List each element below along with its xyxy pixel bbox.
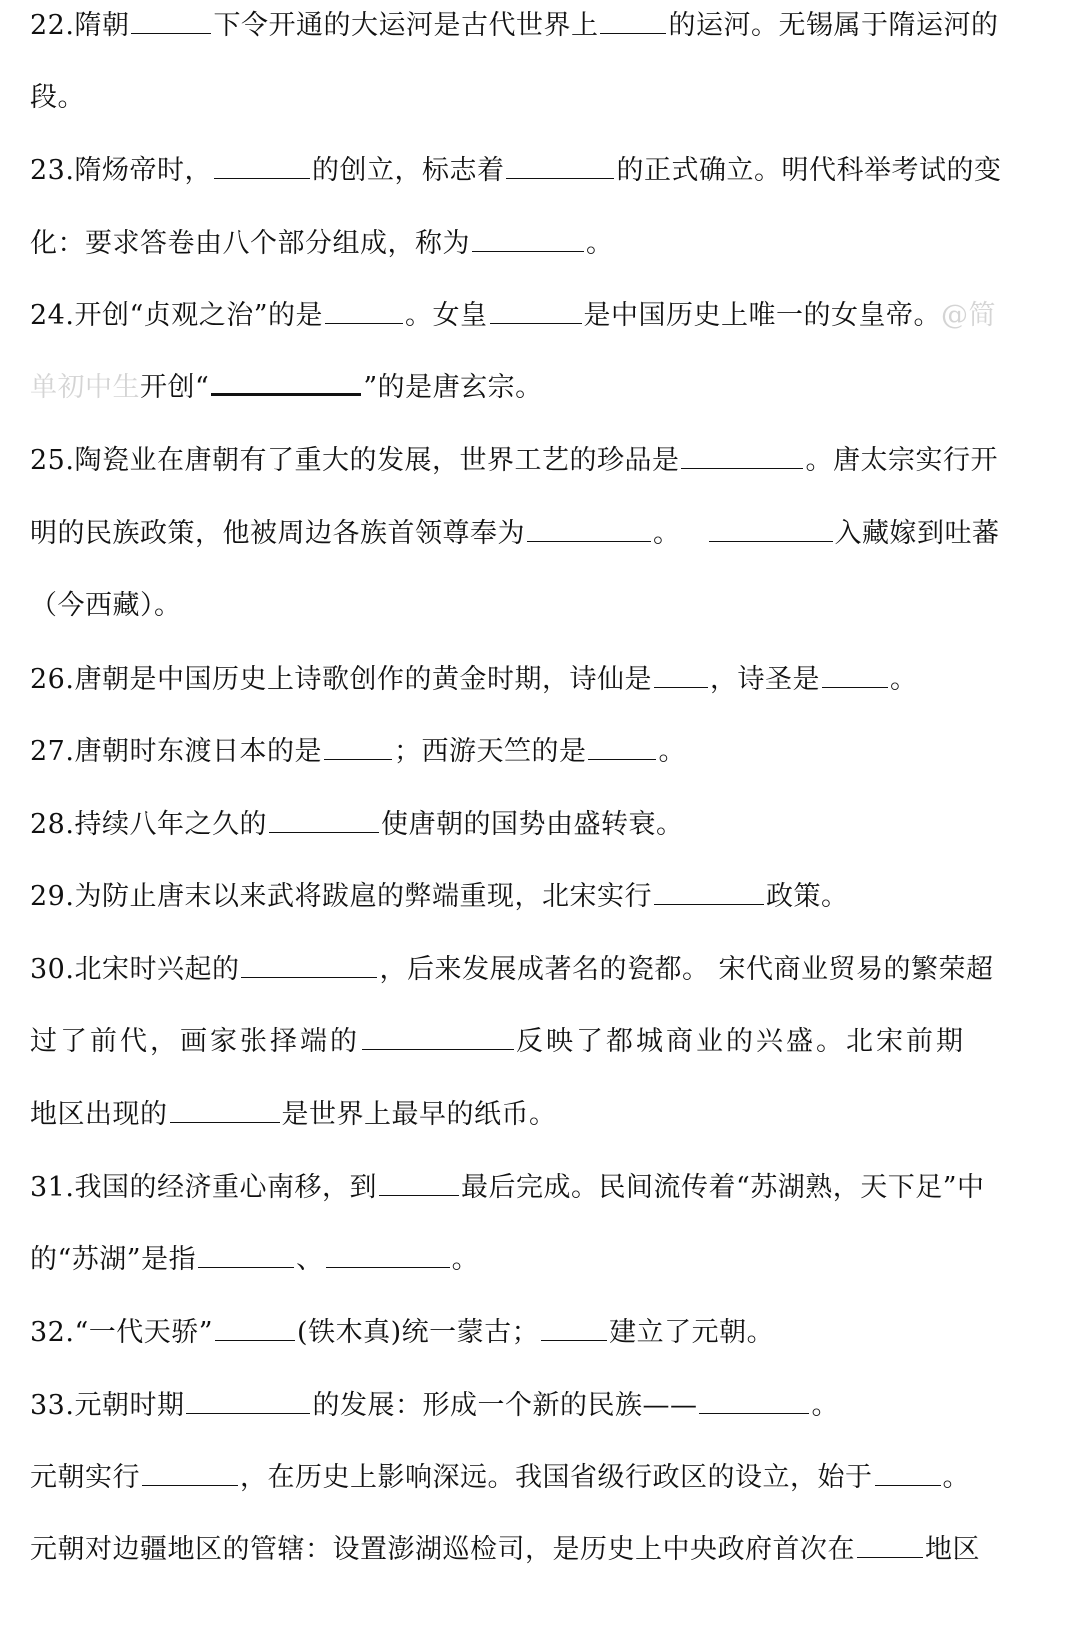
- q33-text-7: 元朝对边疆地区的管辖：设置澎湖巡检司，是历史上中央政府首次在: [30, 1534, 855, 1565]
- q22-text-1: 22.隋朝: [30, 10, 130, 41]
- q32-text-1: 32.“一代天骄”: [30, 1317, 214, 1348]
- q30-text-6: 是世界上最早的纸币。: [281, 1099, 557, 1130]
- q23-line-2: [30, 224, 1058, 264]
- q23-blank-3[interactable]: [472, 227, 584, 252]
- q33-blank-5[interactable]: [857, 1533, 923, 1558]
- q30-line-2: [30, 1022, 1058, 1062]
- q27-blank-2[interactable]: [588, 735, 656, 760]
- q24-blank-1[interactable]: [325, 299, 403, 324]
- q33-text-2: 的发展：形成一个新的民族——: [312, 1390, 698, 1421]
- q31-blank-3[interactable]: [326, 1243, 450, 1268]
- q30-text-5: 地区出现的: [30, 1099, 168, 1130]
- q24-line-2: [30, 368, 1058, 408]
- q23-blank-2[interactable]: [506, 154, 614, 179]
- q22-text-4: 段。: [30, 82, 85, 113]
- q33-text-5: ，在历史上影响深远。我国省级行政区的设立，始于: [240, 1462, 873, 1493]
- watermark-text-1: @简: [941, 300, 997, 331]
- q26-text-3: 。: [889, 664, 918, 695]
- q27-text-3: 。: [658, 736, 686, 767]
- q31-blank-1[interactable]: [379, 1171, 459, 1196]
- q30-text-1: 30.北宋时兴起的: [30, 954, 240, 985]
- q25-line-3: [30, 586, 1058, 626]
- q25-blank-1[interactable]: [681, 444, 803, 469]
- q33-blank-2[interactable]: [699, 1389, 809, 1414]
- q22-text-3: 的运河。无锡属于隋运河的: [668, 10, 999, 41]
- q22-blank-2[interactable]: [600, 9, 666, 34]
- q25-line-1: [30, 441, 1058, 481]
- q26-blank-1[interactable]: [654, 663, 708, 688]
- q22-line-1: [30, 6, 1058, 46]
- q33-text-6: 。: [942, 1462, 970, 1493]
- q32-line: [30, 1313, 1058, 1353]
- q25-text-5: 入藏嫁到吐蕃: [834, 518, 1000, 549]
- q30-text-3: 过了前代，画家张择端的: [30, 1026, 360, 1057]
- q33-text-8: 地区: [925, 1534, 980, 1565]
- q23-text-4: 化：要求答卷由八个部分组成，称为: [30, 228, 470, 259]
- q23-text-1: 23.隋炀帝时，: [30, 155, 212, 186]
- q28-text-2: 使唐朝的国势由盛转衰。: [380, 809, 684, 840]
- q30-blank-1[interactable]: [241, 953, 377, 978]
- q30-blank-3[interactable]: [170, 1098, 280, 1123]
- q24-blank-2[interactable]: [490, 299, 582, 324]
- q27-blank-1[interactable]: [324, 735, 392, 760]
- q25-text-2: 。唐太宗实行开: [805, 445, 998, 476]
- q27-text-2: ；西游天竺的是: [393, 736, 587, 767]
- q27-line: [30, 732, 1058, 772]
- q32-blank-1[interactable]: [215, 1316, 295, 1341]
- q25-text-1: 25.陶瓷业在唐朝有了重大的发展，世界工艺的珍品是: [30, 445, 680, 476]
- q23-line-1: [30, 151, 1058, 191]
- q33-text-4: 元朝实行: [30, 1462, 140, 1493]
- q33-blank-4[interactable]: [875, 1461, 941, 1486]
- q31-blank-2[interactable]: [198, 1243, 294, 1268]
- q31-line-1: [30, 1168, 1058, 1208]
- q24-line-1: [30, 296, 1058, 336]
- q30-text-4: 反映了都城商业的兴盛。北宋前期: [516, 1026, 966, 1057]
- q25-text-4: 。: [653, 518, 681, 549]
- q31-text-5: 。: [451, 1244, 480, 1275]
- q24-text-4: 开创“: [140, 372, 210, 403]
- q25-blank-2[interactable]: [527, 517, 651, 542]
- q26-text-2: ，诗圣是: [709, 664, 820, 695]
- q22-line-2: [30, 78, 1058, 118]
- q25-blank-3[interactable]: [709, 517, 833, 542]
- q33-line-1: [30, 1386, 1058, 1426]
- q29-line: [30, 877, 1058, 917]
- q33-text-1: 33.元朝时期: [30, 1390, 185, 1421]
- q24-text-3: 是中国历史上唯一的女皇帝。: [583, 300, 942, 331]
- q28-line: [30, 805, 1058, 845]
- q26-blank-2[interactable]: [822, 663, 888, 688]
- q30-line-3: [30, 1095, 1058, 1135]
- q24-text-1: 24.开创“贞观之治”的是: [30, 300, 324, 331]
- q26-line: [30, 660, 1058, 700]
- q23-text-2: 的创立，标志着: [311, 155, 505, 186]
- q33-text-3: 。: [811, 1390, 839, 1421]
- q31-text-2: 最后完成。民间流传着“苏湖熟，天下足”中: [460, 1172, 985, 1203]
- q31-text-3: 的“苏湖”是指: [30, 1244, 197, 1275]
- q29-text-1: 29.为防止唐末以来武将跋扈的弊端重现，北宋实行: [30, 881, 652, 912]
- q24-text-2: 。女皇: [405, 300, 488, 331]
- q33-blank-3[interactable]: [142, 1461, 238, 1486]
- q22-blank-1[interactable]: [131, 9, 211, 34]
- q29-blank-1[interactable]: [654, 880, 764, 905]
- watermark-text-2: 单初中生: [30, 372, 140, 403]
- q32-blank-2[interactable]: [541, 1316, 607, 1341]
- q33-line-3: [30, 1530, 1058, 1570]
- q22-text-2: 下令开通的大运河是古代世界上: [213, 10, 599, 41]
- q33-line-2: [30, 1458, 1058, 1498]
- q30-text-2: ，后来发展成著名的瓷都。 宋代商业贸易的繁荣超: [379, 954, 994, 985]
- q23-text-3: 的正式确立。明代科举考试的变: [616, 155, 1002, 186]
- q23-text-5: 。: [586, 228, 614, 259]
- q29-text-2: 政策。: [765, 881, 849, 912]
- q24-text-5: ”的是唐玄宗。: [363, 372, 543, 403]
- q30-blank-2[interactable]: [362, 1025, 514, 1050]
- q28-blank-1[interactable]: [269, 808, 379, 833]
- q31-line-2: [30, 1240, 1058, 1280]
- q23-blank-1[interactable]: [214, 154, 310, 179]
- q28-text-1: 28.持续八年之久的: [30, 809, 267, 840]
- q24-blank-3[interactable]: [211, 369, 361, 396]
- q27-text-1: 27.唐朝时东渡日本的是: [30, 736, 322, 767]
- q32-text-3: 建立了元朝。: [609, 1317, 775, 1348]
- q30-line-1: [30, 950, 1058, 990]
- q25-line-2: [30, 514, 1058, 554]
- q31-text-4: 、: [296, 1244, 324, 1275]
- q26-text-1: 26.唐朝是中国历史上诗歌创作的黄金时期，诗仙是: [30, 664, 652, 695]
- q31-text-1: 31.我国的经济重心南移，到: [30, 1172, 377, 1203]
- q32-text-2: (铁木真)统一蒙古；: [297, 1317, 540, 1348]
- q33-blank-1[interactable]: [186, 1389, 310, 1414]
- q25-text-3: 明的民族政策，他被周边各族首领尊奉为: [30, 518, 525, 549]
- q25-text-6: （今西藏）。: [30, 590, 182, 621]
